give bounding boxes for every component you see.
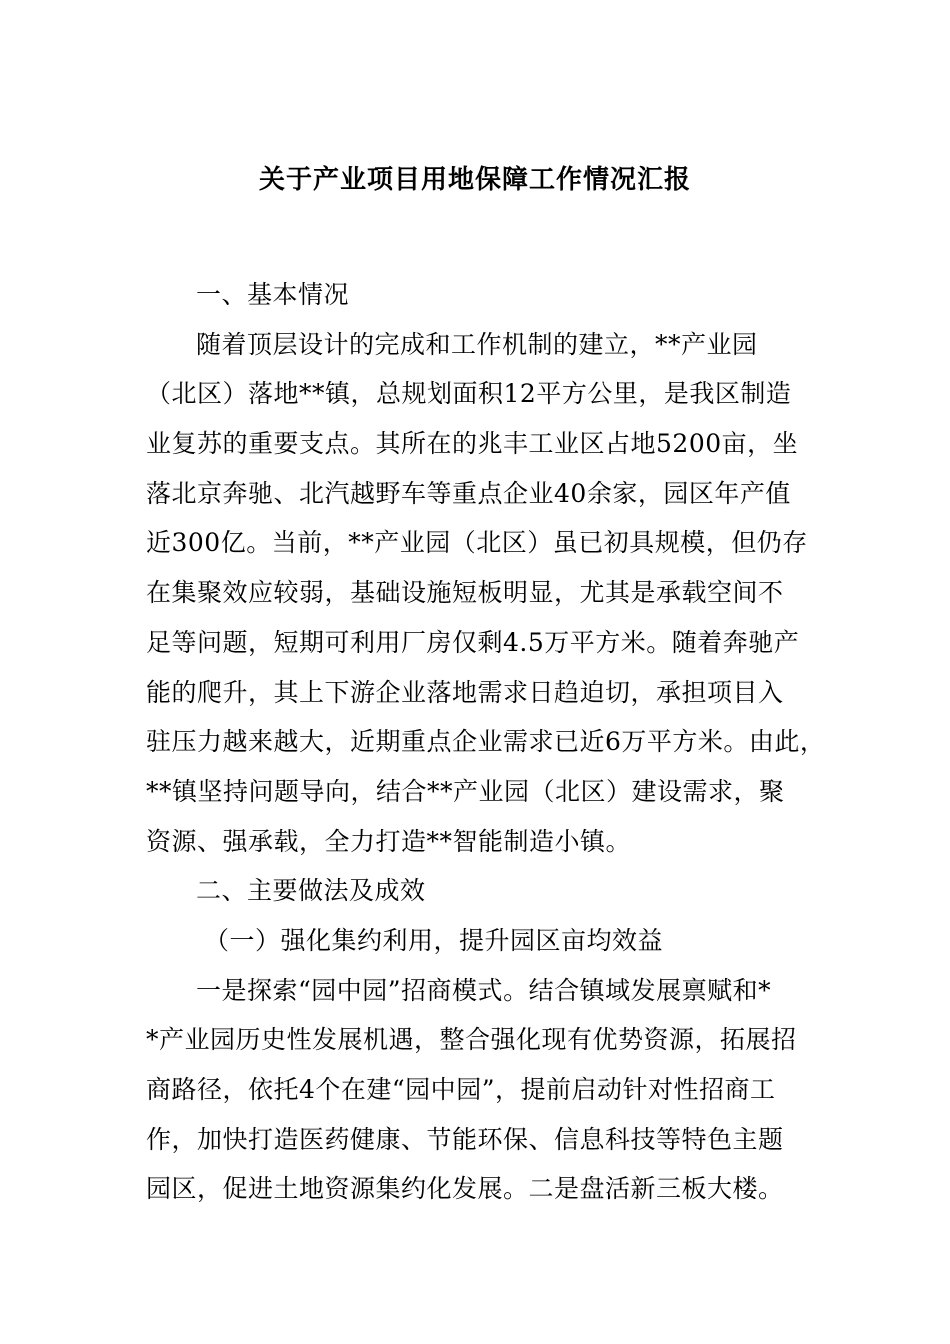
section-heading-measures: 二、主要做法及成效 [196, 876, 426, 906]
document-title: 关于产业项目用地保障工作情况汇报 [258, 165, 691, 195]
paragraph-line: 资源、强承载，全力打造**智能制造小镇。 [146, 826, 632, 856]
paragraph-line: 业复苏的重要支点。其所在的兆丰工业区占地5200亩，坐 [146, 429, 799, 459]
paragraph-line: 园区，促进土地资源集约化发展。二是盘活新三板大楼。 [146, 1174, 784, 1204]
subsection-heading: （一）强化集约利用，提升园区亩均效益 [204, 925, 664, 955]
paragraph-line: 足等问题，短期可利用厂房仅剩4.5万平方米。随着奔驰产 [146, 627, 800, 657]
paragraph-line: （北区）落地**镇，总规划面积12平方公里，是我区制造 [146, 379, 792, 409]
paragraph-line: 近300亿。当前，**产业园（北区）虽已初具规模，但仍存 [146, 528, 808, 558]
paragraph-line: 在集聚效应较弱，基础设施短板明显，尤其是承载空间不 [146, 578, 784, 608]
paragraph-line: 作，加快打造医药健康、节能环保、信息科技等特色主题 [146, 1124, 784, 1154]
document-body [146, 270, 826, 1214]
paragraph-line: 商路径，依托4个在建“园中园”，提前启动针对性招商工 [146, 1075, 776, 1104]
paragraph-line: 落北京奔驰、北汽越野车等重点企业40余家，园区年产值 [146, 478, 791, 508]
paragraph-line: **镇坚持问题导向，结合**产业园（北区）建设需求，聚 [146, 776, 785, 806]
paragraph-line: 随着顶层设计的完成和工作机制的建立，**产业园 [196, 329, 758, 359]
paragraph-line: *产业园历史性发展机遇，整合强化现有优势资源，拓展招 [146, 1025, 797, 1055]
paragraph-line: 驻压力越来越大，近期重点企业需求已近6万平方米。由此， [146, 727, 826, 757]
paragraph-line: 能的爬升，其上下游企业落地需求日趋迫切，承担项目入 [146, 677, 784, 707]
paragraph-line: 一是探索“园中园”招商模式。结合镇域发展禀赋和* [196, 975, 772, 1005]
section-heading-basic: 一、基本情况 [196, 280, 350, 309]
